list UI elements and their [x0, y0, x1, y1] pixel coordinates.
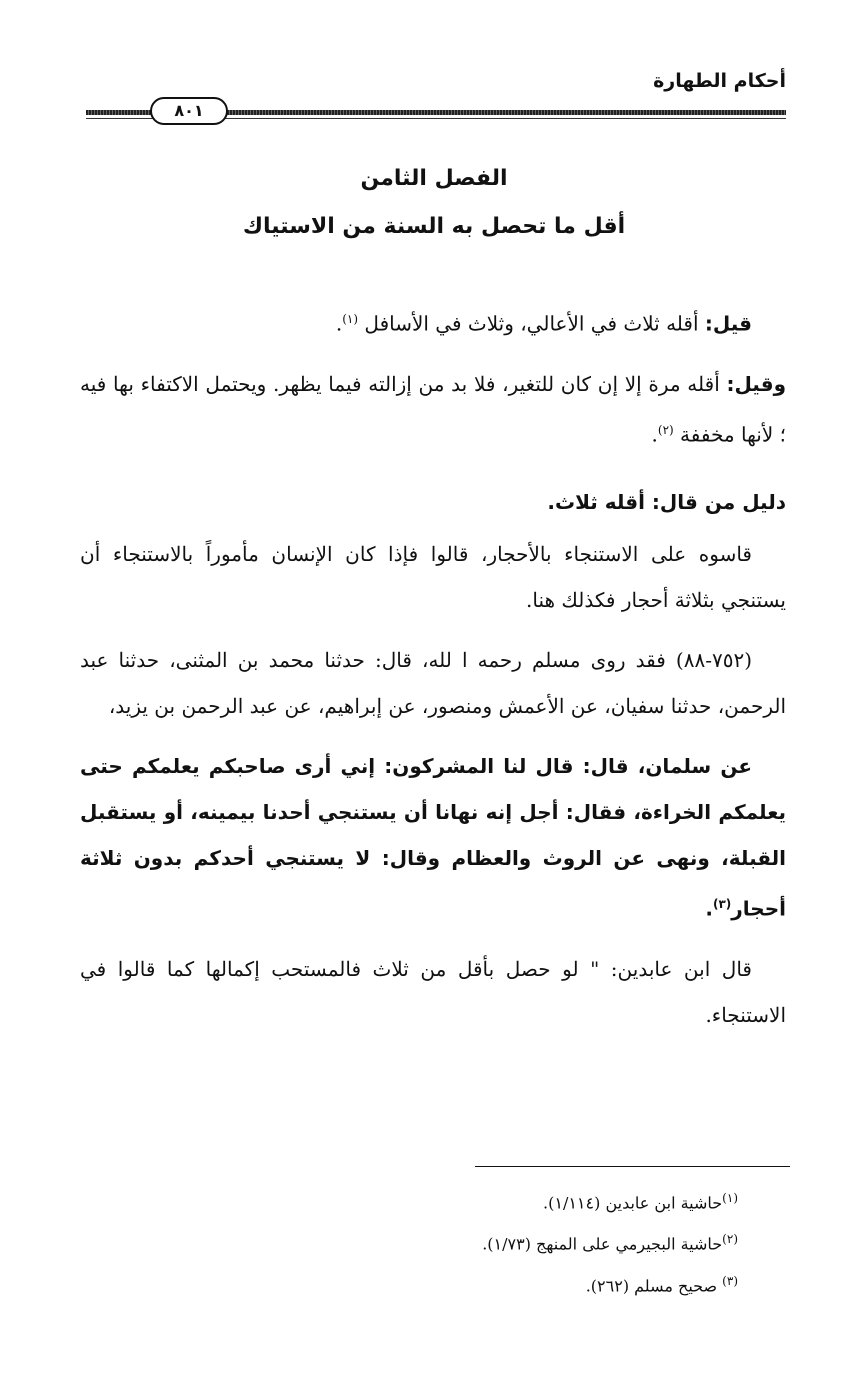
paragraph-1-end: .: [335, 311, 343, 336]
running-title: أحكام الطهارة: [653, 70, 786, 92]
footnotes: [238, 1180, 738, 1304]
footnote-2: [238, 1221, 738, 1262]
footnote-2-text: حاشية البجيرمي على المنهج (١/٧٣).: [482, 1234, 723, 1254]
hadith-end: .: [705, 896, 713, 921]
section-heading: دليل من قال: أقله ثلاث.: [547, 490, 786, 515]
hadith-body: عن سلمان، قال: قال لنا المشركون: إني أرى صاحبكم يعلمكم حتى يعلمكم الخراءة، فقال: أجل إنه نهانا أن يستنجي أحدنا بيمينه، أو يستقبل القبلة، ونهى عن الروث والعظام وقال: لا يستنجي أحدكم بدون ثلاثة أحجار: [80, 754, 786, 921]
footnote-2-ref: (٢): [722, 1232, 738, 1247]
footnote-1-text: حاشية ابن عابدين (١/١١٤).: [543, 1193, 723, 1213]
paragraph-1: [80, 296, 786, 347]
hadith-text: [80, 743, 786, 932]
paragraph-2: [80, 361, 786, 458]
page-number: ٨٠١: [150, 97, 228, 125]
footnote-1: [238, 1180, 738, 1221]
footnote-separator: [475, 1166, 790, 1167]
paragraph-3: قاسوه على الاستنجاء بالأحجار، قالوا فإذا كان الإنسان مأموراً بالاستنجاء أن يستنجي بثلاثة أحجار فكذلك هنا.: [80, 542, 786, 613]
paragraph-1-text: أقله ثلاث في الأعالي، وثلاث في الأسافل: [358, 311, 705, 336]
paragraph-2-end: .: [651, 422, 658, 447]
paragraph-4: (٧٥٢-٨٨) فقد روى مسلم رحمه ا لله، قال: حدثنا محمد بن المثنى، حدثنا عبد الرحمن، حدثنا سفيان، عن الأعمش ومنصور، عن إبراهيم، عن عبد الرحمن بن يزيد،: [80, 648, 786, 719]
paragraph-2-lead: وقيل:: [726, 371, 786, 396]
main-text: [80, 296, 786, 1052]
paragraph-1-lead: قيل:: [704, 311, 752, 336]
paragraph-5: قال ابن عابدين: " لو حصل بأقل من ثلاث فالمستحب إكمالها كما قالوا في الاستنجاء.: [80, 956, 786, 1027]
footnote-3: [238, 1263, 738, 1304]
footnote-1-ref: (١): [722, 1191, 738, 1205]
chapter-label: الفصل الثامن: [360, 166, 508, 191]
footnote-3-ref: (٣): [722, 1273, 738, 1288]
footnote-3-text: صحيح مسلم (٢٦٢).: [585, 1275, 723, 1295]
paragraph-2-text: أقله مرة إلا إن كان للتغير، فلا بد من إزالته فيما يظهر. ويحتمل الاكتفاء بها فيه ؛ لأنها مخففة: [80, 371, 786, 447]
chapter-title: أقل ما تحصل به السنة من الاستياك: [242, 214, 626, 239]
footnote-ref-1: (١): [342, 312, 359, 326]
footnote-ref-3: (٣): [712, 897, 732, 912]
footnote-ref-2: (٢): [657, 422, 674, 437]
